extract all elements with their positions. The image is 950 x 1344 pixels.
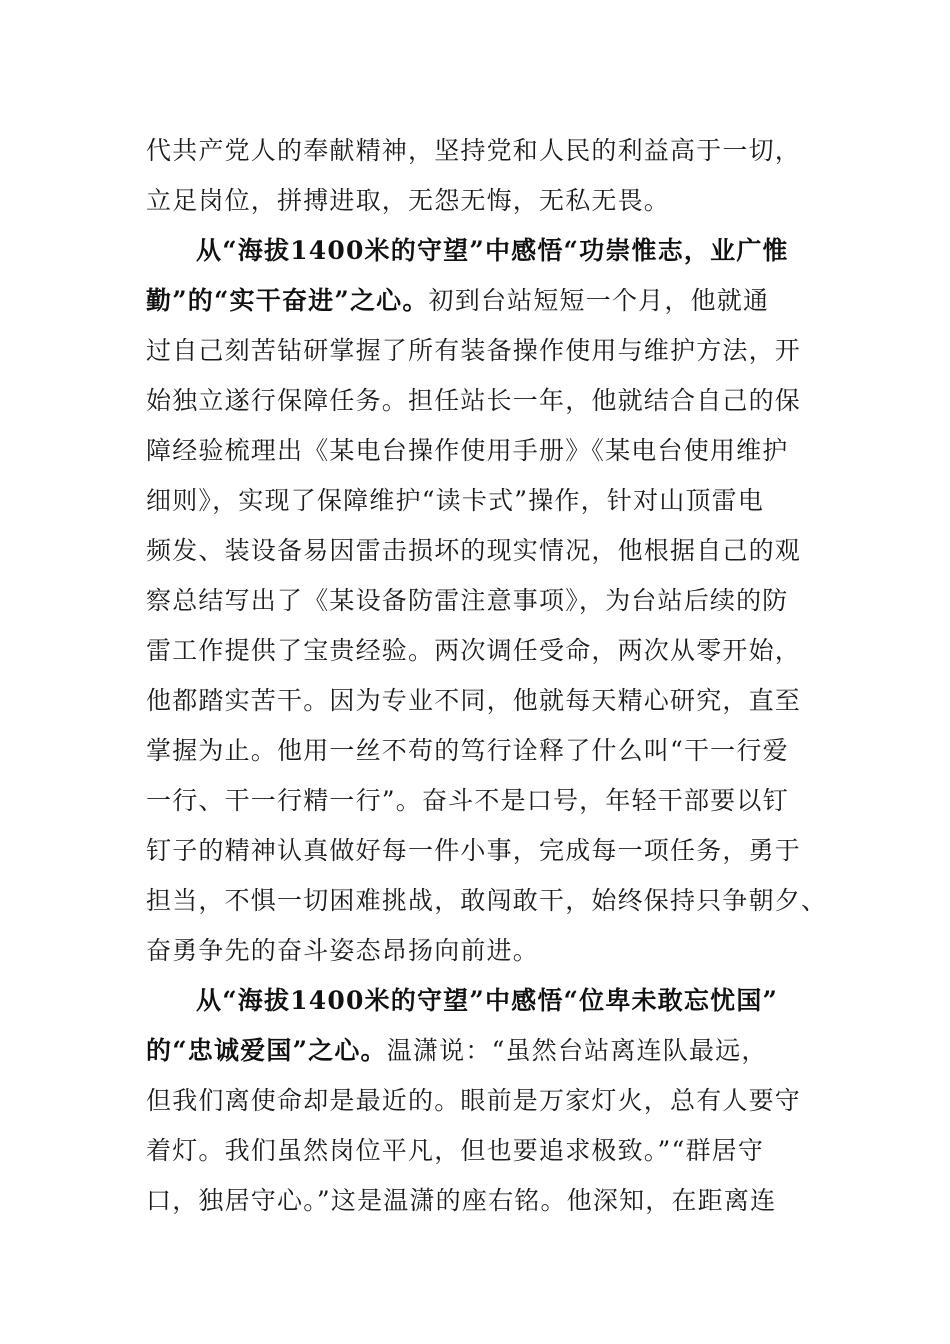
text-segment: 障经验梳理出《某电台操作使用手册》《某电台使用维护 xyxy=(146,436,789,465)
text-line xyxy=(146,631,816,671)
text-line xyxy=(196,231,866,271)
text-segment: 立足岗位，拼搏进取，无怨无悔，无私无畏。 xyxy=(146,186,671,215)
text-line xyxy=(146,731,816,771)
text-line xyxy=(146,1131,816,1171)
text-line xyxy=(146,531,816,571)
text-segment: 他都踏实苦干。因为专业不同，他就每天精心研究，直至 xyxy=(146,686,802,715)
text-line xyxy=(146,181,816,221)
text-line xyxy=(146,281,816,321)
text-line xyxy=(146,131,816,171)
text-segment: 过自己刻苦钻研掌握了所有装备操作使用与维护方法，开 xyxy=(146,336,802,365)
text-line xyxy=(146,331,816,371)
text-line xyxy=(146,681,816,721)
text-segment: 一行、干一行精一行”。奋斗不是口号，年轻干部要以钉 xyxy=(146,786,789,815)
bold-heading-segment: 的“忠诚爱国”之心。 xyxy=(146,1036,387,1065)
text-line xyxy=(146,1031,816,1071)
text-segment: 代共产党人的奉献精神，坚持党和人民的利益高于一切， xyxy=(146,136,802,165)
text-segment: 钉子的精神认真做好每一件小事，完成每一项任务，勇于 xyxy=(146,836,802,865)
text-segment: 始独立遂行保障任务。担任站长一年，他就结合自己的保 xyxy=(146,386,802,415)
bold-heading-segment: 从“海拔1400米的守望”中感悟“位卑未敢忘忧国” xyxy=(196,986,779,1015)
text-line xyxy=(146,831,816,871)
text-line xyxy=(146,581,816,621)
text-segment: 奋勇争先的奋斗姿态昂扬向前进。 xyxy=(146,936,540,965)
text-segment: 温潇说：“虽然台站离连队最远， xyxy=(386,1036,768,1065)
text-line xyxy=(146,431,816,471)
bold-heading-segment: 从“海拔1400米的守望”中感悟“功崇惟志，业广惟 xyxy=(196,236,789,265)
text-segment: 担当，不惧一切困难挑战，敢闯敢干，始终保持只争朝夕、 xyxy=(146,886,828,915)
text-line xyxy=(146,881,828,921)
text-segment: 察总结写出了《某设备防雷注意事项》，为台站后续的防 xyxy=(146,586,789,615)
text-segment: 初到台站短短一个月，他就通 xyxy=(428,286,770,315)
text-segment: 掌握为止。他用一丝不苟的笃行诠释了什么叫“干一行爱 xyxy=(146,736,789,765)
text-segment: 频发、装设备易因雷击损坏的现实情况，他根据自己的观 xyxy=(146,536,802,565)
text-segment: 细则》，实现了保障维护“读卡式”操作，针对山顶雷电 xyxy=(146,486,765,515)
text-segment: 但我们离使命却是最近的。眼前是万家灯火，总有人要守 xyxy=(146,1086,802,1115)
text-segment: 着灯。我们虽然岗位平凡，但也要追求极致。”“群居守 xyxy=(146,1136,765,1165)
text-line xyxy=(196,981,866,1021)
text-segment: 口，独居守心。”这是温潇的座右铭。他深知，在距离连 xyxy=(146,1186,777,1215)
text-line xyxy=(146,1081,816,1121)
text-line xyxy=(146,381,816,421)
text-line xyxy=(146,781,816,821)
text-line xyxy=(146,931,816,971)
text-line xyxy=(146,1181,816,1221)
bold-heading-segment: 勤”的“实干奋进”之心。 xyxy=(146,286,429,315)
text-segment: 雷工作提供了宝贵经验。两次调任受命，两次从零开始， xyxy=(146,636,802,665)
text-line xyxy=(146,481,816,521)
